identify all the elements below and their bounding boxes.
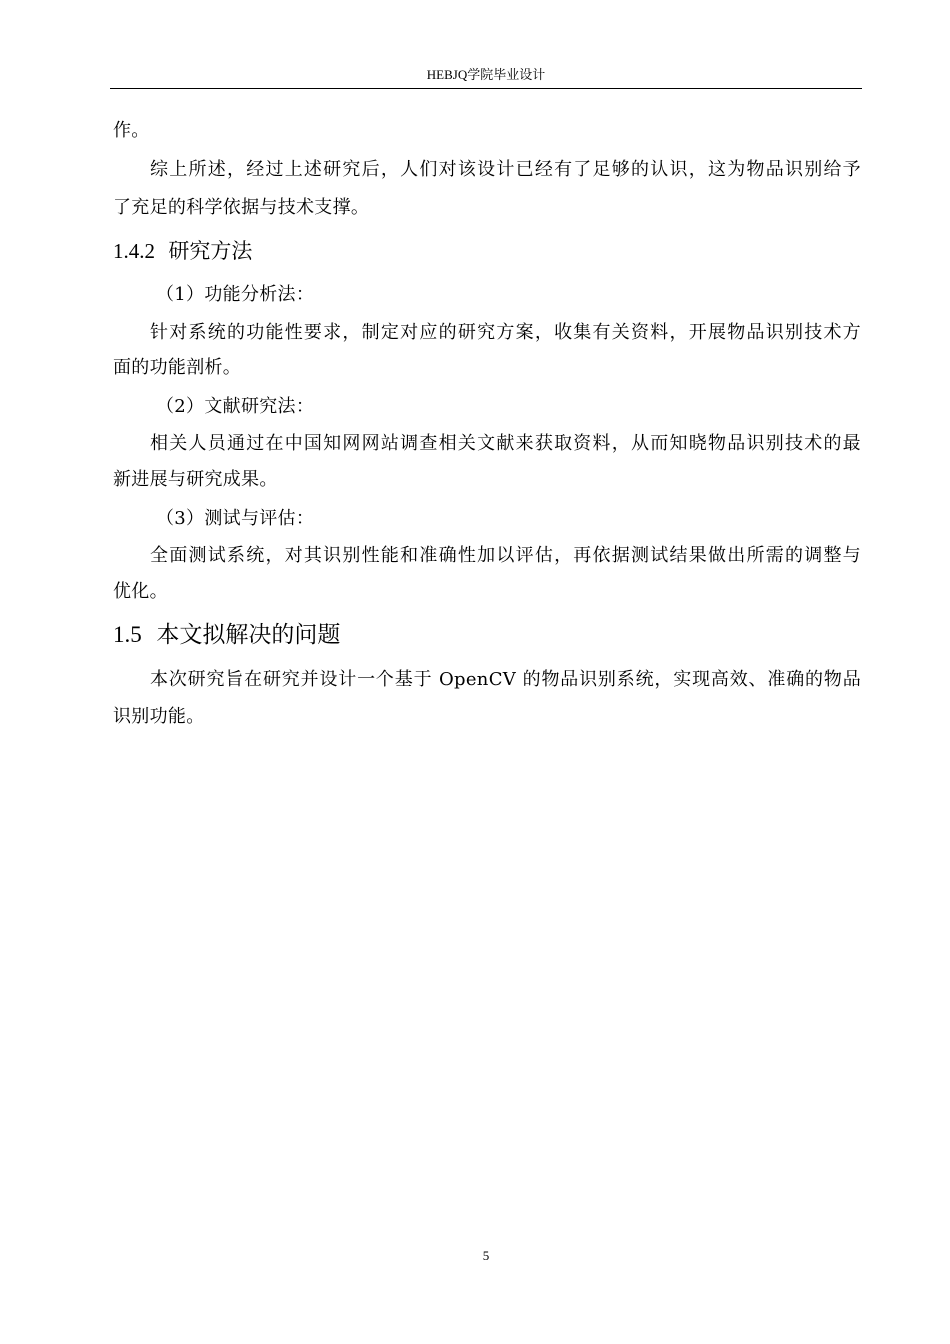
- section-heading-1-5: [113, 620, 340, 650]
- section-number: 1.4.2: [113, 239, 155, 263]
- section-title: 本文拟解决的问题: [156, 622, 341, 648]
- section-title: 研究方法: [168, 239, 253, 263]
- section-heading-1-4-2: [113, 237, 252, 265]
- section-number: 1.5: [113, 622, 142, 647]
- running-header: HEBJQ学院毕业设计: [426, 67, 546, 82]
- summary-paragraph-line-2: 了充足的科学依据与技术支撑。: [113, 197, 370, 218]
- method-3-label: （3）测试与评估：: [156, 508, 315, 529]
- paragraph-continuation: 作。: [113, 120, 150, 141]
- header-rule: [110, 88, 862, 89]
- method-1-label: （1）功能分析法：: [156, 284, 315, 305]
- method-2-label: （2）文献研究法：: [156, 396, 315, 417]
- method-3-line-1: 全面测试系统，对其识别性能和准确性加以评估，再依据测试结果做出所需的调整与: [150, 545, 861, 566]
- problem-paragraph-line-2: 识别功能。: [113, 706, 205, 727]
- method-1-line-2: 面的功能剖析。: [113, 357, 242, 378]
- page-number: 5: [482, 1248, 490, 1263]
- method-1-line-1: 针对系统的功能性要求，制定对应的研究方案，收集有关资料，开展物品识别技术方: [150, 322, 861, 343]
- method-2-line-1: 相关人员通过在中国知网网站调查相关文献来获取资料，从而知晓物品识别技术的最: [150, 433, 861, 454]
- method-3-line-2: 优化。: [113, 581, 168, 602]
- summary-paragraph-line-1: 综上所述，经过上述研究后，人们对该设计已经有了足够的认识，这为物品识别给予: [150, 159, 861, 180]
- method-2-line-2: 新进展与研究成果。: [113, 469, 278, 490]
- problem-paragraph-line-1: 本次研究旨在研究并设计一个基于 OpenCV 的物品识别系统，实现高效、准确的物品: [150, 669, 861, 690]
